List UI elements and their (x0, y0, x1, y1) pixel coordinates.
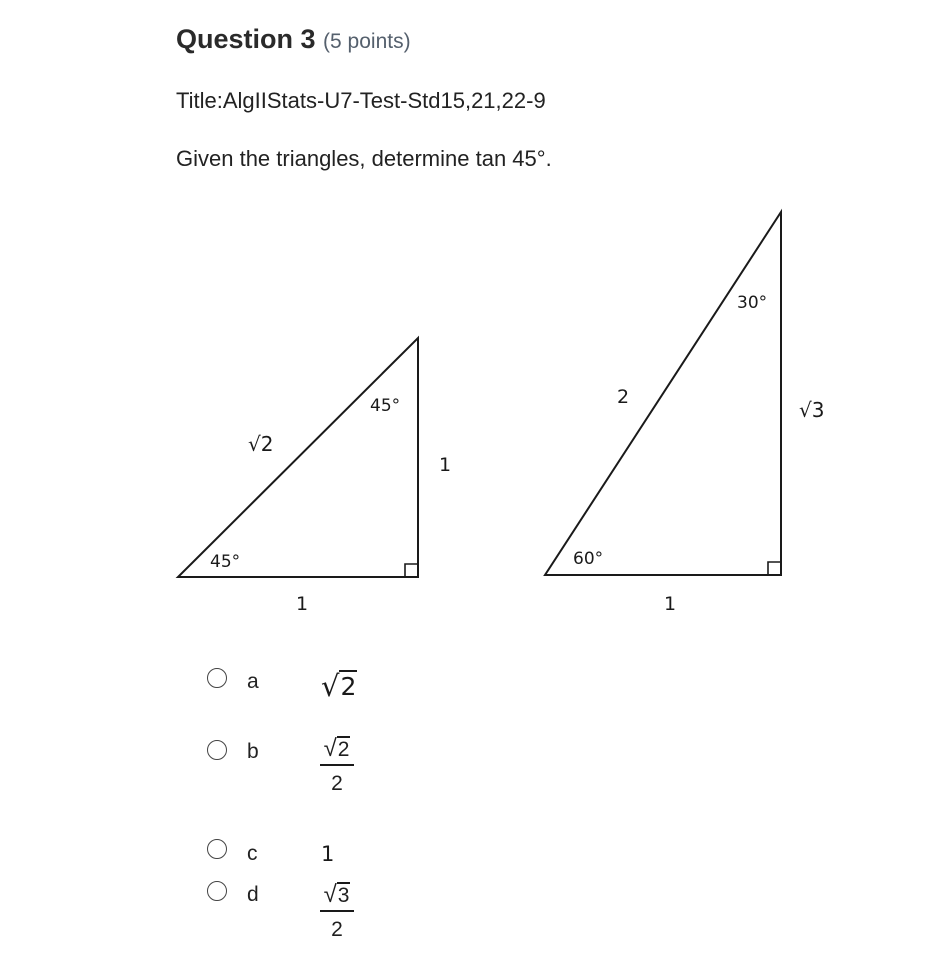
option-d-denominator: 2 (331, 918, 343, 941)
radical-sign: √ (323, 881, 337, 908)
question-number: Question 3 (176, 24, 316, 54)
option-d-letter: d (247, 883, 259, 906)
question-points: (5 points) (323, 30, 411, 53)
option-b-letter: b (247, 740, 259, 763)
triangle-45-hypotenuse-label: √2 (248, 432, 274, 456)
option-c-letter: c (247, 842, 258, 865)
option-b-radio[interactable] (207, 740, 227, 760)
option-b-fraction (320, 736, 354, 796)
triangle-30-60-right-angle-marker (768, 562, 781, 575)
triangle-30-60-bottom-angle-label: 60° (573, 549, 604, 569)
option-a-radicand: 2 (340, 672, 357, 701)
option-a-math (321, 669, 357, 703)
triangle-45-base-label: 1 (296, 593, 309, 615)
option-d-radicand: 3 (337, 884, 350, 907)
fraction-bar (320, 764, 354, 766)
fraction-bar (320, 910, 354, 912)
radical-sign: √ (321, 669, 340, 703)
triangle-45-45-90 (178, 338, 451, 615)
option-d-fraction (320, 882, 354, 942)
question-title: Title:AlgIIStats-U7-Test-Std15,21,22-9 (176, 88, 546, 113)
option-a-radio[interactable] (207, 668, 227, 688)
triangle-45-right-angle-marker (405, 564, 418, 577)
triangle-30-60-90 (545, 212, 824, 615)
option-c-radio[interactable] (207, 839, 227, 859)
triangle-45-vertical-side-label: 1 (439, 454, 452, 476)
triangle-30-60-top-angle-label: 30° (737, 293, 768, 313)
option-b-radicand: 2 (337, 738, 350, 761)
triangle-45-bottom-angle-label: 45° (210, 552, 241, 572)
radical-sign: √ (323, 735, 337, 762)
triangle-45-top-angle-label: 45° (370, 396, 401, 416)
triangle-30-60-vertical-side-label: √3 (799, 398, 825, 422)
option-b-denominator: 2 (331, 772, 343, 795)
option-a-letter: a (247, 670, 259, 693)
triangle-30-60-hypotenuse-label: 2 (617, 386, 630, 408)
triangle-45-outline (178, 338, 418, 577)
triangle-30-60-outline (545, 212, 781, 575)
triangle-30-60-base-label: 1 (664, 593, 677, 615)
option-c-value: 1 (321, 842, 335, 866)
question-prompt: Given the triangles, determine tan 45°. (176, 146, 552, 171)
option-d-radio[interactable] (207, 881, 227, 901)
